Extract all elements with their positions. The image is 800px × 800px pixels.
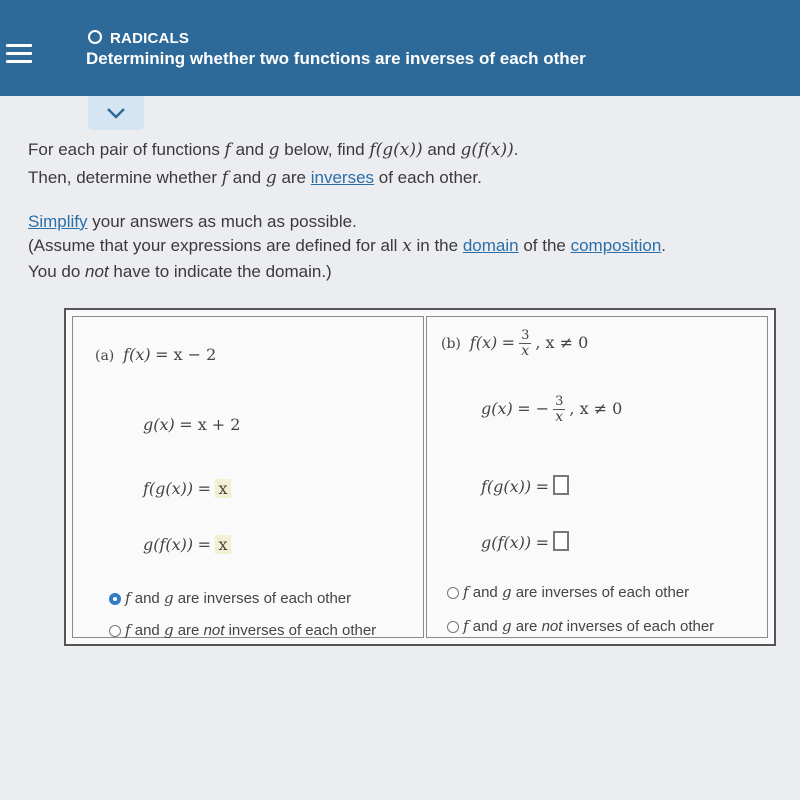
part-b-option-inverses[interactable] [447,583,689,601]
part-a-f-of-g-row [143,479,231,499]
text: and [468,618,502,635]
math-f-of-g: f(g(x)) [369,140,423,160]
part-b-g-of-f-row [481,531,569,553]
text: of the [518,236,571,255]
text: are [276,168,311,187]
part-a-g-of-f-answer[interactable]: x [215,535,230,554]
math-g: g [268,140,280,160]
text: and [422,140,461,159]
text: . [513,140,519,159]
page-title: Determining whether two functions are inverses of each other [86,49,586,68]
instruction-line-5 [28,262,332,282]
text: below, find [279,140,370,159]
radio-selected-icon[interactable] [109,593,121,605]
equals: = [501,333,516,353]
text: and [228,168,266,187]
part-b-f-of-g-row [481,475,569,497]
math-f-of-g: f(g(x)) [143,479,194,498]
instruction-line-2 [28,168,482,188]
text: and [230,140,269,159]
header-bar [0,0,800,96]
math-x: x [402,236,412,256]
math-f: f [125,621,131,639]
denominator: x [553,409,565,425]
part-b-f-of-g-input[interactable] [553,475,569,495]
equals: = [535,477,550,496]
math-f-of-g: f(g(x)) [481,477,532,496]
part-a-g-of-f-row [143,535,231,555]
part-b-label: (b) [441,336,461,353]
topic-circle-icon [88,30,102,44]
text: of each other. [374,168,482,187]
fraction-3-over-x [519,329,531,359]
domain-link[interactable]: domain [462,236,519,255]
equals: = [535,533,550,552]
text: are inverses of each other [511,584,690,601]
math-f: f [463,617,469,635]
math-f: f [224,140,231,160]
text: inverses of each other [224,622,377,639]
part-a-label: (a) [95,348,115,364]
collapse-header-button[interactable] [88,96,144,130]
part-a-g-definition [143,415,240,435]
denominator: x [519,343,531,359]
numerator: 3 [555,394,564,409]
simplify-link[interactable]: Simplify [28,212,88,231]
math-g: g [501,583,512,601]
math-g: g [163,589,174,607]
math-g-of-f: g(f(x)) [481,533,532,552]
math-g: g [265,168,277,188]
text: are inverses of each other [173,590,352,607]
part-a-option-not-inverses[interactable] [109,621,376,639]
text: your answers as much as possible. [87,212,357,231]
radio-unselected-icon[interactable] [447,621,459,633]
g-expression: = x + 2 [179,415,241,434]
instruction-line-3 [28,212,357,232]
inverses-link[interactable]: inverses [310,168,375,187]
text-not: not [203,622,225,639]
equals: = [197,479,212,498]
breadcrumb-label: RADICALS [110,30,190,47]
text: For each pair of functions [28,140,225,159]
part-b-f-definition [441,329,588,359]
composition-link[interactable]: composition [570,236,662,255]
text: and [468,584,502,601]
f-expression: = x − 2 [155,345,217,364]
part-a-f-of-g-answer[interactable]: x [215,479,230,498]
problem-table [64,308,776,646]
text: and [130,590,164,607]
instruction-line-1 [28,140,518,160]
part-b-cell [426,316,768,638]
radio-unselected-icon[interactable] [447,587,459,599]
math-g-of-f: g(f(x)) [460,140,514,160]
numerator: 3 [521,328,530,343]
instruction-line-4 [28,236,666,256]
math-f-of-x: f(x) [123,345,151,364]
text: and [130,622,164,639]
text-not: not [85,262,109,281]
hamburger-menu-icon[interactable] [4,40,36,66]
text: in the [411,236,463,255]
math-g: g [501,617,512,635]
text: have to indicate the domain.) [108,262,332,281]
part-a-cell [72,316,424,638]
math-g-of-f: g(f(x)) [143,535,194,554]
math-g-of-x: g(x) [143,415,175,434]
text: (Assume that your expressions are defined for all [28,236,403,255]
text: are [511,618,542,635]
part-a-option-inverses[interactable] [109,589,351,607]
math-f: f [463,583,469,601]
part-a-f-definition [95,345,216,365]
domain-condition: , x ≠ 0 [535,333,589,353]
part-b-option-not-inverses[interactable] [447,617,714,635]
text: are [173,622,204,639]
breadcrumb [88,30,189,47]
math-f: f [221,168,229,188]
equals-negative: = − [517,399,550,419]
part-b-g-definition [481,395,622,425]
math-g-of-x: g(x) [481,399,513,419]
text: . [661,236,667,255]
equals: = [197,535,212,554]
math-g: g [163,621,174,639]
text: inverses of each other [562,618,715,635]
radio-unselected-icon[interactable] [109,625,121,637]
chevron-down-icon [105,106,127,120]
fraction-3-over-x [553,395,565,425]
text-not: not [541,618,563,635]
math-f: f [125,589,131,607]
math-f-of-x: f(x) [469,333,498,353]
part-b-g-of-f-input[interactable] [553,531,569,551]
text: You do [28,262,86,281]
text: Then, determine whether [28,168,222,187]
domain-condition: , x ≠ 0 [569,399,623,419]
